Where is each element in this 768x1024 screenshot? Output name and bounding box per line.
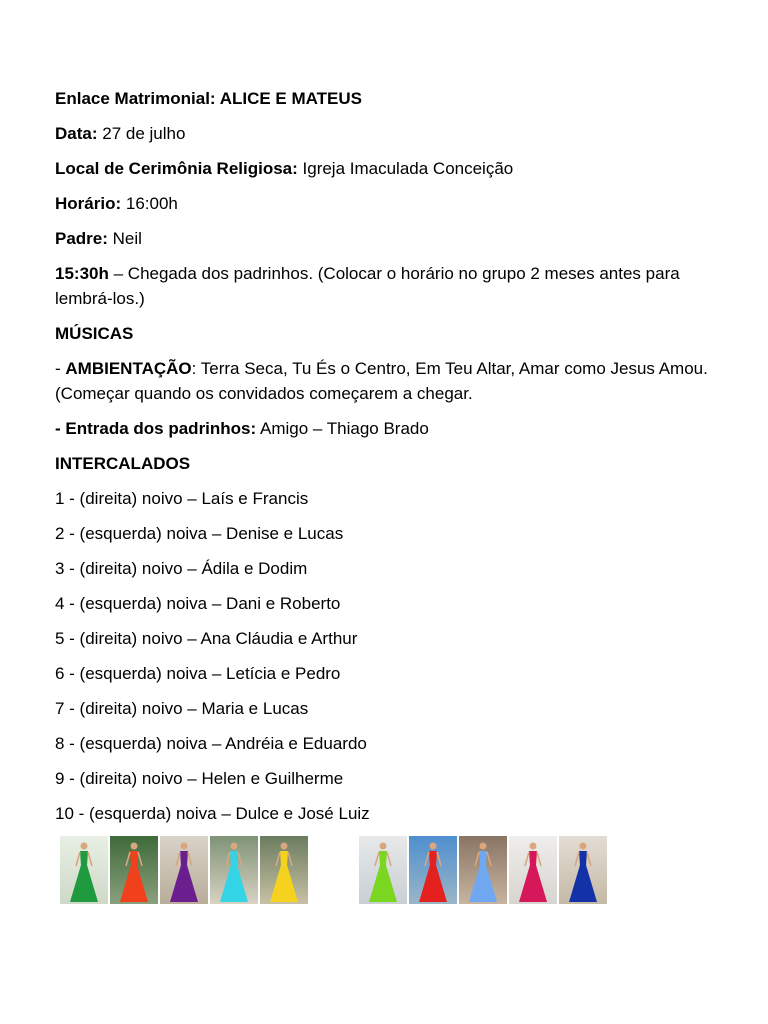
- entrance-label: - Entrada dos padrinhos:: [55, 419, 257, 438]
- dress-figure-icon: [409, 836, 457, 904]
- dress-photo: [60, 836, 108, 904]
- bride-side-dress-photos: [60, 836, 308, 904]
- dress-figure-icon: [559, 836, 607, 904]
- groom-side-dress-photos: [359, 836, 607, 904]
- dress-photo: [160, 836, 208, 904]
- list-item: 4 - (esquerda) noiva – Dani e Roberto: [55, 594, 341, 613]
- dress-photo: [459, 836, 507, 904]
- dress-photo: [409, 836, 457, 904]
- dress-photo: [110, 836, 158, 904]
- list-item: 6 - (esquerda) noiva – Letícia e Pedro: [55, 664, 341, 683]
- priest-value: Neil: [112, 229, 142, 248]
- list-item: 2 - (esquerda) noiva – Denise e Lucas: [55, 524, 344, 543]
- entrance-line: [55, 416, 735, 441]
- intercalados-list: [55, 486, 735, 826]
- arrival-time: 15:30h: [55, 264, 109, 283]
- list-item: 8 - (esquerda) noiva – Andréia e Eduardo: [55, 734, 367, 753]
- location-line: [55, 156, 735, 181]
- dress-photo: [260, 836, 308, 904]
- arrival-text: – Chegada dos padrinhos. (Colocar o horário no grupo 2 meses antes para lembrá-los.): [55, 264, 680, 308]
- list-item: 1 - (direita) noivo – Laís e Francis: [55, 489, 309, 508]
- intercalados-heading: INTERCALADOS: [55, 454, 191, 473]
- ambient-prefix: -: [55, 359, 66, 378]
- dress-figure-icon: [110, 836, 158, 904]
- couple-names: ALICE E MATEUS: [219, 89, 363, 108]
- dress-figure-icon: [160, 836, 208, 904]
- date-value: 27 de julho: [102, 124, 186, 143]
- title-label: Enlace Matrimonial:: [55, 89, 216, 108]
- title-line: [55, 86, 735, 111]
- ambient-label: AMBIENTAÇÃO: [65, 359, 192, 378]
- dress-figure-icon: [459, 836, 507, 904]
- dress-figure-icon: [359, 836, 407, 904]
- list-item: 7 - (direita) noivo – Maria e Lucas: [55, 699, 309, 718]
- music-heading: MÚSICAS: [55, 324, 134, 343]
- list-item: 10 - (esquerda) noiva – Dulce e José Luiz: [55, 804, 370, 823]
- time-value: 16:00h: [125, 194, 178, 213]
- dress-figure-icon: [509, 836, 557, 904]
- time-line: [55, 191, 735, 216]
- list-item: 9 - (direita) noivo – Helen e Guilherme: [55, 769, 344, 788]
- dress-photo: [559, 836, 607, 904]
- date-line: [55, 121, 735, 146]
- dress-figure-icon: [60, 836, 108, 904]
- location-label: Local de Cerimônia Religiosa:: [55, 159, 298, 178]
- list-item: 3 - (direita) noivo – Ádila e Dodim: [55, 559, 308, 578]
- arrival-line: [55, 261, 735, 311]
- time-label: Horário:: [55, 194, 122, 213]
- dress-photo: [359, 836, 407, 904]
- entrance-text: Amigo – Thiago Brado: [259, 419, 429, 438]
- dress-photo: [509, 836, 557, 904]
- date-label: Data:: [55, 124, 98, 143]
- location-value: Igreja Imaculada Conceição: [302, 159, 514, 178]
- priest-line: [55, 226, 735, 251]
- dress-figure-icon: [210, 836, 258, 904]
- document-body: [55, 86, 735, 836]
- dress-photo: [210, 836, 258, 904]
- priest-label: Padre:: [55, 229, 108, 248]
- ambient-line: [55, 356, 735, 406]
- dress-figure-icon: [260, 836, 308, 904]
- list-item: 5 - (direita) noivo – Ana Cláudia e Arthur: [55, 629, 358, 648]
- ambient-text: : Terra Seca, Tu És o Centro, Em Teu Altar, Amar como Jesus Amou. (Começar quando os convidados começarem a chegar.: [55, 359, 708, 403]
